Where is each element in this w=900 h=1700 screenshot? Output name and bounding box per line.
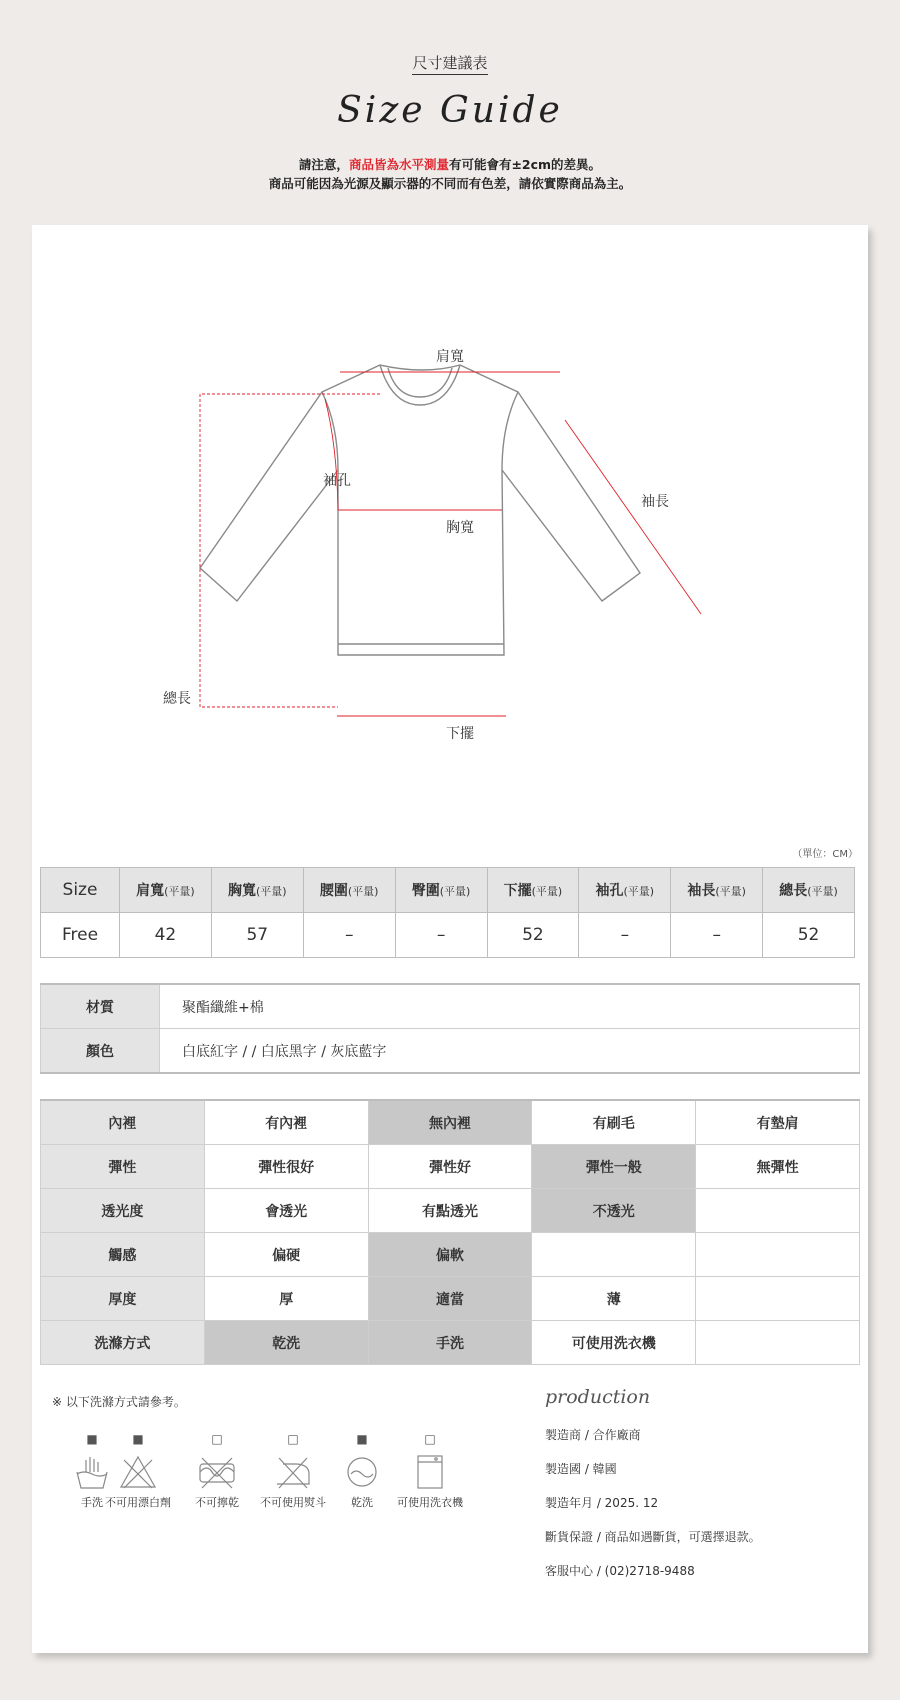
attribute-option: 厚 [204,1277,368,1321]
color-label: 顏色 [41,1029,160,1074]
no-iron-icon [273,1452,313,1492]
label-shoulder: 肩寬 [436,349,464,365]
wash-check: ■ [132,1432,144,1446]
col-header-main: 肩寬 [136,883,165,899]
col-header [487,868,579,913]
attribute-option: 會透光 [204,1189,368,1233]
production-info [545,1426,761,1596]
attribute-option: 薄 [532,1277,696,1321]
wash-check: □ [211,1432,223,1446]
attribute-option: 可使用洗衣機 [532,1321,696,1365]
sleeve-measure [565,420,701,614]
attribute-row [41,1189,860,1233]
attribute-option [532,1233,696,1277]
value-cell: 57 [211,913,303,958]
wash-label: 乾洗 [351,1496,373,1509]
col-header [303,868,395,913]
page-title: Size Guide [337,90,563,131]
attribute-option [696,1233,860,1277]
attribute-option: 偏軟 [368,1233,532,1277]
notice-post: 有可能會有±2cm的差異。 [448,157,602,172]
col-header-main: 袖孔 [595,883,624,899]
left-sleeve [200,392,338,601]
col-header-main: 臀圍 [411,883,440,899]
attribute-option: 彈性一般 [532,1145,696,1189]
size-header-row [41,868,855,913]
notice-line-1 [0,155,900,174]
material-label: 材質 [41,984,160,1029]
attribute-option: 偏硬 [204,1233,368,1277]
label-sleeve: 袖長 [641,494,669,510]
value-cell: – [395,913,487,958]
col-header-main: 總長 [779,883,808,899]
color-row [41,1029,860,1074]
production-title: production [545,1386,651,1408]
notice-pre: 請注意， [298,157,349,172]
attribute-option: 有墊肩 [696,1100,860,1145]
attribute-option: 手洗 [368,1321,532,1365]
wash-label: 不可使用熨斗 [260,1496,326,1509]
col-header [579,868,671,913]
wash-item [177,1432,257,1510]
attribute-row [41,1233,860,1277]
col-header-main: 下擺 [503,883,532,899]
col-header-main: 胸寬 [228,883,257,899]
value-cell: – [579,913,671,958]
wash-note: ※ 以下洗滌方式請參考。 [52,1395,186,1409]
col-header [395,868,487,913]
attribute-row [41,1100,860,1145]
wash-check: ■ [86,1432,98,1446]
production-date: 製造年月 / 2025. 12 [545,1496,659,1510]
attribute-label: 內裡 [41,1100,205,1145]
size-cell: Free [41,913,120,958]
size-row-free [41,913,855,958]
wash-label: 不可擰乾 [195,1496,239,1509]
col-header-sub: (平量) [715,885,746,898]
value-cell: 42 [120,913,212,958]
label-armhole: 袖孔 [323,473,351,489]
material-table [40,983,860,1074]
attribute-option [696,1321,860,1365]
right-sleeve [502,392,640,601]
notice [0,155,900,193]
production-guarantee: 斷貨保證 / 商品如遇斷貨，可選擇退款。 [545,1530,761,1544]
attribute-option [696,1277,860,1321]
attribute-label: 洗滌方式 [41,1321,205,1365]
value-cell: – [671,913,763,958]
attribute-label: 透光度 [41,1189,205,1233]
col-header [120,868,212,913]
col-header-sub: (平量) [256,885,287,898]
attribute-option: 有點透光 [368,1189,532,1233]
subtitle-text: 尺寸建議表 [412,54,487,75]
col-header-sub: (平量) [347,885,379,898]
col-header [211,868,303,913]
production-service: 客服中心 / (02)2718-9488 [545,1564,695,1578]
value-cell: 52 [763,913,855,958]
unit-note: （單位：CM） [792,849,858,860]
wash-item [98,1432,178,1510]
color-value: 白底紅字 / / 白底黑字 / 灰底藍字 [160,1029,860,1074]
notice-highlight: 商品皆為水平測量 [348,157,449,172]
col-header-sub: (平量) [164,885,195,898]
wash-label: 可使用洗衣機 [397,1496,463,1509]
size-table [40,867,855,958]
dry-clean-icon [342,1452,382,1492]
attribute-label: 彈性 [41,1145,205,1189]
wash-icons [48,1432,488,1522]
washing-machine-icon [410,1452,450,1492]
notice-line-2: 商品可能因為光源及顯示器的不同而有色差，請依實際商品為主。 [268,176,632,191]
attribute-table [40,1099,860,1365]
label-length: 總長 [163,691,191,707]
material-value: 聚酯纖維+棉 [160,984,860,1029]
attribute-row [41,1145,860,1189]
attribute-label: 厚度 [41,1277,205,1321]
attribute-option: 無彈性 [696,1145,860,1189]
wash-check: ■ [356,1432,368,1446]
length-measure [200,394,380,707]
value-cell: – [303,913,395,958]
attribute-option: 不透光 [532,1189,696,1233]
wash-label: 不可用漂白劑 [105,1496,171,1509]
attribute-option: 有刷毛 [532,1100,696,1145]
production-manufacturer: 製造商 / 合作廠商 [545,1428,641,1442]
attribute-row [41,1277,860,1321]
no-wring-icon [197,1452,237,1492]
wash-label: 手洗 [81,1496,103,1509]
col-header-sub: (平量) [807,885,838,898]
attribute-option [696,1189,860,1233]
garment-diagram [32,225,868,765]
col-header-main: 腰圍 [319,883,348,899]
attribute-option: 彈性好 [368,1145,532,1189]
attribute-option: 適當 [368,1277,532,1321]
col-header-sub: (平量) [439,885,471,898]
shirt-collar [380,365,460,405]
attribute-option: 無內裡 [368,1100,532,1145]
value-cell: 52 [487,913,579,958]
wash-item [253,1432,333,1510]
production-origin: 製造國 / 韓國 [545,1462,617,1476]
attribute-option: 有內裡 [204,1100,368,1145]
no-bleach-icon [118,1452,158,1492]
wash-check: □ [287,1432,299,1446]
page-subtitle [0,52,900,73]
attribute-row [41,1321,860,1365]
col-header-sub: (平量) [531,885,563,898]
size-header: Size [41,868,120,913]
attribute-label: 觸感 [41,1233,205,1277]
col-header-main: 袖長 [687,883,716,899]
wash-check: □ [424,1432,436,1446]
col-header [763,868,855,913]
col-header-sub: (平量) [623,885,655,898]
wash-item [390,1432,470,1510]
label-hem: 下擺 [446,726,474,742]
material-row [41,984,860,1029]
col-header [671,868,763,913]
label-chest: 胸寬 [446,520,474,536]
attribute-option: 彈性很好 [204,1145,368,1189]
attribute-option: 乾洗 [204,1321,368,1365]
